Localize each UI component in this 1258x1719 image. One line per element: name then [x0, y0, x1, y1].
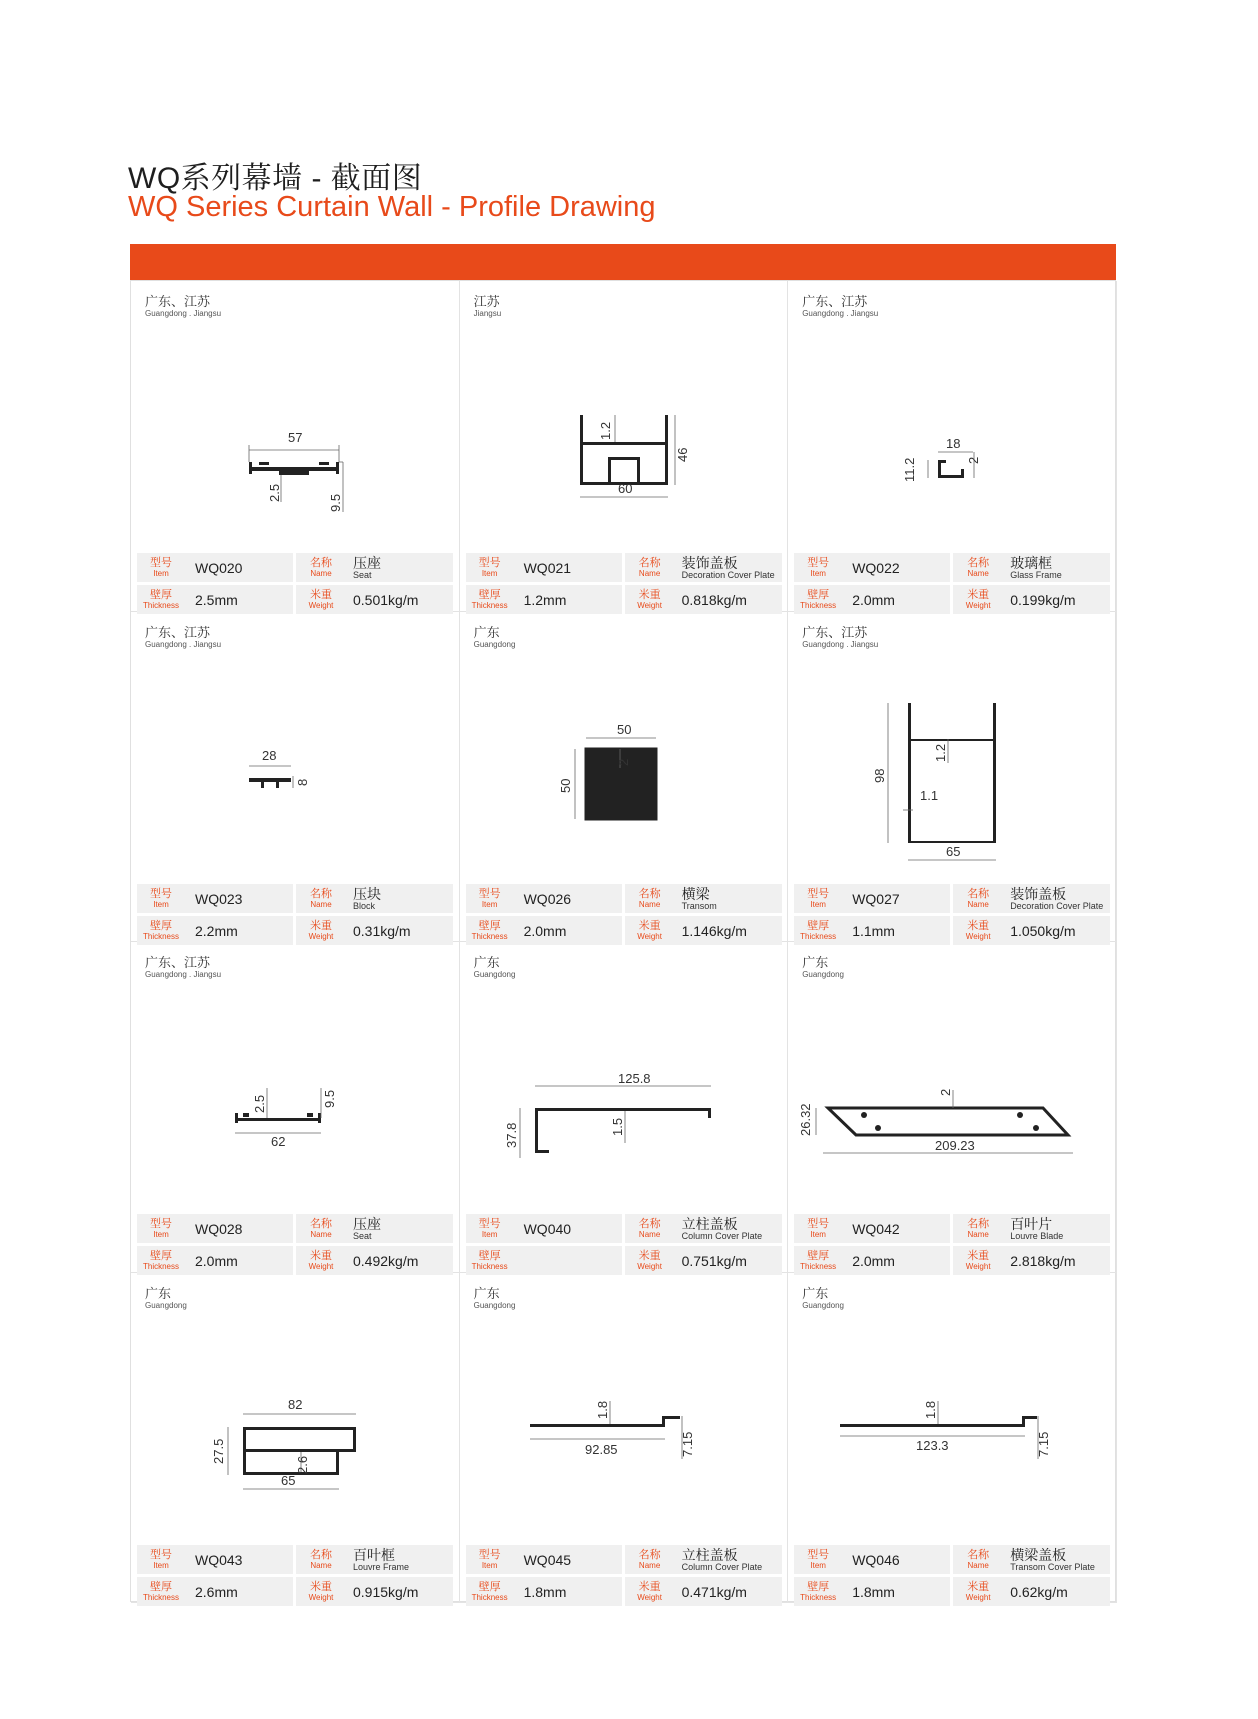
svg-text:65: 65 — [946, 843, 961, 859]
name-value: 装饰盖板 Decoration Cover Plate — [681, 555, 775, 580]
name-label: 名称 Name — [310, 557, 332, 578]
profile-svg — [460, 1309, 788, 1539]
profile-drawing — [131, 648, 459, 878]
name-value: 压座 Seat — [353, 1216, 381, 1241]
name-value: 玻璃框 Glass Frame — [1010, 555, 1062, 580]
name-value: 横梁盖板 Transom Cover Plate — [1010, 1546, 1095, 1572]
region-label — [145, 625, 221, 650]
spec-table — [466, 884, 782, 946]
spec-table — [794, 884, 1110, 946]
weight-value: 0.818kg/m — [681, 592, 747, 608]
svg-text:26.32: 26.32 — [798, 1103, 814, 1136]
profile-card-wq023 — [131, 612, 460, 943]
spec-table — [794, 1214, 1110, 1276]
svg-text:2.5: 2.5 — [252, 1094, 267, 1113]
spec-row-thickness — [466, 585, 782, 614]
region-label — [802, 294, 878, 319]
profile-svg — [131, 978, 459, 1208]
svg-text:37.8: 37.8 — [503, 1122, 519, 1148]
region-cn: 广东 — [145, 1285, 172, 1301]
item-value: WQ040 — [523, 1221, 572, 1237]
name-value: 百叶片 Louvre Blade — [1010, 1216, 1064, 1241]
svg-text:123.3: 123.3 — [916, 1437, 949, 1453]
profile-grid — [130, 280, 1116, 1602]
weight-label: 米重 Weight — [965, 919, 991, 941]
thickness-value: 2.0mm — [195, 1253, 238, 1269]
thickness-label: 壁厚 Thickness — [471, 1580, 508, 1602]
spec-table — [466, 1545, 782, 1607]
profile-drawing — [460, 648, 788, 878]
weight-value: 0.199kg/m — [1010, 592, 1076, 608]
region-cn: 广东 — [802, 955, 829, 970]
spec-table — [137, 553, 453, 615]
thickness-label: 壁厚 Thickness — [142, 1250, 179, 1271]
item-value: WQ026 — [523, 890, 572, 907]
spec-row-item — [466, 884, 782, 913]
thickness-label: 壁厚 Thickness — [800, 1580, 837, 1602]
thickness-value: 2.6mm — [195, 1583, 238, 1600]
weight-value: 0.62kg/m — [1010, 1583, 1068, 1600]
profile-card-wq027 — [788, 612, 1117, 943]
region-label — [145, 1286, 187, 1311]
svg-text:28: 28 — [262, 747, 277, 763]
region-en: Guangdong . Jiangsu — [145, 970, 222, 979]
svg-text:2: 2 — [615, 758, 631, 766]
weight-value: 0.501kg/m — [353, 592, 419, 608]
svg-text:11.2: 11.2 — [902, 457, 918, 482]
weight-value: 1.050kg/m — [1010, 922, 1076, 939]
svg-text:65: 65 — [281, 1472, 296, 1488]
item-label: 型号 Item — [807, 1548, 830, 1570]
weight-label: 米重 Weight — [308, 589, 334, 610]
name-label: 名称 Name — [967, 887, 990, 909]
spec-row-item — [794, 1214, 1110, 1243]
name-value: 百叶框 Louvre Frame — [353, 1546, 410, 1572]
name-label: 名称 Name — [310, 1218, 332, 1239]
spec-row-item — [794, 1545, 1110, 1574]
region-label — [474, 1286, 516, 1311]
svg-text:62: 62 — [271, 1134, 286, 1149]
thickness-value: 1.8mm — [523, 1583, 567, 1600]
spec-table — [794, 553, 1110, 615]
region-cn: 广东、江苏 — [145, 294, 211, 309]
region-cn: 广东 — [473, 624, 500, 640]
region-en: Guangdong — [473, 970, 516, 979]
item-label: 型号 Item — [478, 557, 501, 578]
thickness-label: 壁厚 Thickness — [142, 589, 179, 610]
region-cn: 广东、江苏 — [145, 955, 211, 970]
weight-value: 0.915kg/m — [353, 1583, 419, 1600]
region-en: Guangdong — [802, 970, 845, 979]
spec-row-thickness — [137, 1246, 453, 1275]
spec-table — [137, 884, 453, 946]
name-label: 名称 Name — [967, 1548, 990, 1570]
thickness-label: 壁厚 Thickness — [800, 919, 837, 941]
svg-text:2: 2 — [938, 1088, 954, 1096]
profile-drawing — [788, 978, 1116, 1208]
item-label: 型号 Item — [807, 1218, 830, 1239]
svg-text:57: 57 — [288, 430, 303, 445]
region-label — [474, 625, 516, 650]
svg-text:7.15: 7.15 — [679, 1431, 695, 1457]
svg-text:1.2: 1.2 — [597, 421, 613, 440]
region-cn: 江苏 — [473, 294, 500, 309]
spec-row-thickness — [794, 1577, 1110, 1606]
name-label: 名称 Name — [310, 887, 332, 909]
weight-value: 2.818kg/m — [1010, 1253, 1076, 1269]
spec-row-thickness — [794, 585, 1110, 614]
region-label — [802, 625, 878, 650]
profile-svg — [131, 1309, 459, 1539]
region-cn: 广东、江苏 — [802, 294, 868, 309]
region-en: Guangdong — [802, 1300, 845, 1310]
profile-card-wq042 — [788, 942, 1117, 1273]
weight-label: 米重 Weight — [308, 919, 334, 941]
profile-drawing — [460, 1309, 788, 1539]
weight-value: 0.31kg/m — [353, 922, 411, 939]
spec-table — [466, 553, 782, 615]
spec-row-item — [466, 553, 782, 582]
profile-drawing — [131, 317, 459, 547]
item-label: 型号 Item — [807, 557, 830, 578]
weight-label: 米重 Weight — [308, 1250, 334, 1271]
item-value: WQ046 — [852, 1551, 900, 1568]
weight-value: 0.492kg/m — [353, 1253, 419, 1269]
name-value: 立柱盖板 Column Cover Plate — [681, 1546, 763, 1572]
spec-row-thickness — [466, 1246, 782, 1275]
spec-table — [137, 1214, 453, 1276]
weight-label: 米重 Weight — [637, 919, 662, 941]
thickness-value: 2.0mm — [523, 922, 567, 939]
region-en: Guangdong . Jiangsu — [802, 309, 879, 318]
svg-text:8: 8 — [295, 778, 310, 786]
profile-drawing — [131, 978, 459, 1208]
svg-text:1.1: 1.1 — [920, 787, 939, 803]
thickness-label: 壁厚 Thickness — [471, 1250, 508, 1271]
region-label — [802, 955, 844, 980]
profile-svg — [131, 317, 459, 547]
svg-text:209.23: 209.23 — [935, 1138, 975, 1153]
name-label: 名称 Name — [967, 1218, 990, 1239]
profile-svg — [460, 317, 788, 547]
region-cn: 广东 — [473, 955, 500, 970]
item-value: WQ027 — [852, 890, 900, 907]
svg-text:27.5: 27.5 — [211, 1438, 226, 1464]
profile-card-wq020 — [131, 281, 460, 612]
spec-table — [794, 1545, 1110, 1607]
weight-label: 米重 Weight — [637, 1250, 662, 1271]
profile-card-wq040 — [460, 942, 789, 1273]
weight-value: 0.471kg/m — [681, 1583, 747, 1600]
spec-row-thickness — [466, 916, 782, 945]
item-value: WQ045 — [523, 1551, 572, 1568]
name-label: 名称 Name — [310, 1548, 332, 1570]
name-value: 横梁 Transom — [681, 885, 717, 911]
region-en: Jiangsu — [473, 309, 502, 318]
item-label: 型号 Item — [478, 1218, 501, 1239]
name-label: 名称 Name — [638, 557, 661, 578]
thickness-value: 2.0mm — [852, 1253, 895, 1269]
name-value: 装饰盖板 Decoration Cover Plate — [1010, 885, 1104, 911]
profile-svg — [460, 648, 788, 878]
profile-drawing — [460, 317, 788, 547]
profile-svg — [460, 978, 788, 1208]
svg-text:125.8: 125.8 — [617, 1071, 651, 1086]
svg-text:2.5: 2.5 — [267, 483, 282, 502]
svg-text:50: 50 — [557, 778, 573, 793]
page-title-cn: WQ系列幕墙 - 截面图 — [128, 162, 423, 195]
item-value: WQ042 — [852, 1221, 900, 1237]
svg-text:82: 82 — [288, 1396, 303, 1412]
profile-drawing — [131, 1309, 459, 1539]
profile-svg — [788, 317, 1116, 547]
region-label — [802, 1286, 844, 1311]
header-accent-bar — [130, 244, 1116, 280]
profile-svg — [788, 1309, 1116, 1539]
spec-row-thickness — [137, 916, 453, 945]
spec-row-thickness — [137, 1577, 453, 1606]
item-label: 型号 Item — [478, 887, 501, 909]
name-label: 名称 Name — [967, 557, 990, 578]
spec-row-item — [466, 1545, 782, 1574]
spec-row-thickness — [794, 916, 1110, 945]
profile-card-wq022 — [788, 281, 1117, 612]
thickness-label: 壁厚 Thickness — [471, 919, 508, 941]
region-label — [474, 955, 516, 980]
item-label: 型号 Item — [150, 557, 172, 578]
thickness-label: 壁厚 Thickness — [471, 589, 508, 610]
region-cn: 广东、江苏 — [802, 624, 868, 640]
thickness-label: 壁厚 Thickness — [142, 919, 179, 941]
name-label: 名称 Name — [638, 887, 661, 909]
weight-label: 米重 Weight — [965, 1580, 991, 1602]
spec-row-item — [794, 553, 1110, 582]
spec-row-thickness — [137, 585, 453, 614]
svg-text:1.2: 1.2 — [933, 743, 949, 762]
name-value: 立柱盖板 Column Cover Plate — [681, 1216, 763, 1241]
svg-text:9.5: 9.5 — [328, 493, 343, 512]
svg-text:18: 18 — [946, 436, 961, 451]
region-en: Guangdong — [145, 1300, 187, 1310]
weight-value: 0.751kg/m — [681, 1253, 747, 1269]
item-value: WQ022 — [852, 560, 900, 576]
item-value: WQ043 — [195, 1551, 243, 1568]
region-en: Guangdong — [473, 1300, 516, 1310]
profile-card-wq043 — [131, 1273, 460, 1604]
spec-row-item — [137, 553, 453, 582]
weight-label: 米重 Weight — [965, 589, 991, 610]
thickness-label: 壁厚 Thickness — [142, 1580, 179, 1602]
profile-svg — [131, 648, 459, 878]
profile-drawing — [788, 648, 1116, 878]
spec-row-item — [466, 1214, 782, 1243]
profile-drawing — [788, 1309, 1116, 1539]
item-label: 型号 Item — [150, 1548, 172, 1570]
svg-text:92.85: 92.85 — [584, 1441, 618, 1457]
profile-svg — [788, 978, 1116, 1208]
svg-text:9.5: 9.5 — [322, 1089, 337, 1108]
weight-label: 米重 Weight — [308, 1580, 334, 1602]
svg-text:2.6: 2.6 — [295, 1455, 310, 1474]
thickness-value: 2.0mm — [852, 592, 895, 608]
item-label: 型号 Item — [478, 1548, 501, 1570]
region-cn: 广东、江苏 — [145, 624, 211, 640]
svg-text:1.8: 1.8 — [923, 1400, 939, 1419]
name-label: 名称 Name — [638, 1548, 661, 1570]
region-cn: 广东 — [473, 1285, 500, 1301]
item-value: WQ021 — [523, 560, 572, 576]
weight-value: 1.146kg/m — [681, 922, 747, 939]
region-cn: 广东 — [802, 1285, 829, 1301]
profile-drawing — [460, 978, 788, 1208]
thickness-value: 2.2mm — [195, 922, 238, 939]
item-label: 型号 Item — [807, 887, 830, 909]
spec-row-item — [137, 884, 453, 913]
region-en: Guangdong . Jiangsu — [145, 639, 222, 649]
region-en: Guangdong . Jiangsu — [145, 309, 222, 318]
weight-label: 米重 Weight — [965, 1250, 991, 1271]
region-label — [145, 294, 221, 319]
thickness-label: 壁厚 Thickness — [800, 589, 837, 610]
item-value: WQ023 — [195, 890, 243, 907]
region-label — [474, 294, 502, 319]
svg-text:98: 98 — [872, 768, 888, 783]
spec-row-item — [137, 1214, 453, 1243]
profile-card-wq028 — [131, 942, 460, 1273]
weight-label: 米重 Weight — [637, 589, 662, 610]
spec-row-item — [794, 884, 1110, 913]
page-title-en: WQ Series Curtain Wall - Profile Drawing — [128, 191, 656, 223]
svg-text:1.5: 1.5 — [609, 1117, 625, 1136]
profile-card-wq045 — [460, 1273, 789, 1604]
region-label — [145, 955, 221, 980]
thickness-value: 1.1mm — [852, 922, 895, 939]
svg-text:7.15: 7.15 — [1036, 1431, 1052, 1457]
item-label: 型号 Item — [150, 1218, 172, 1239]
spec-table — [137, 1545, 453, 1607]
item-value: WQ028 — [195, 1221, 243, 1237]
profile-svg — [788, 648, 1116, 878]
svg-text:1.8: 1.8 — [594, 1400, 610, 1419]
spec-row-thickness — [794, 1246, 1110, 1275]
thickness-label: 壁厚 Thickness — [800, 1250, 837, 1271]
spec-table — [466, 1214, 782, 1276]
thickness-value: 1.8mm — [852, 1583, 895, 1600]
spec-row-item — [137, 1545, 453, 1574]
weight-label: 米重 Weight — [637, 1580, 662, 1602]
profile-drawing — [788, 317, 1116, 547]
svg-text:46: 46 — [674, 447, 690, 462]
spec-row-thickness — [466, 1577, 782, 1606]
profile-card-wq026 — [460, 612, 789, 943]
thickness-value: 2.5mm — [195, 592, 238, 608]
svg-text:60: 60 — [617, 481, 633, 496]
name-label: 名称 Name — [638, 1218, 661, 1239]
region-en: Guangdong . Jiangsu — [802, 639, 879, 649]
svg-text:50: 50 — [616, 721, 632, 737]
name-value: 压块 Block — [353, 885, 381, 911]
svg-text:2: 2 — [966, 456, 982, 464]
profile-card-wq021 — [460, 281, 789, 612]
profile-card-wq046 — [788, 1273, 1117, 1604]
thickness-value: 1.2mm — [523, 592, 567, 608]
region-en: Guangdong — [473, 639, 516, 649]
item-label: 型号 Item — [150, 887, 172, 909]
name-value: 压座 Seat — [353, 555, 381, 580]
item-value: WQ020 — [195, 560, 243, 576]
